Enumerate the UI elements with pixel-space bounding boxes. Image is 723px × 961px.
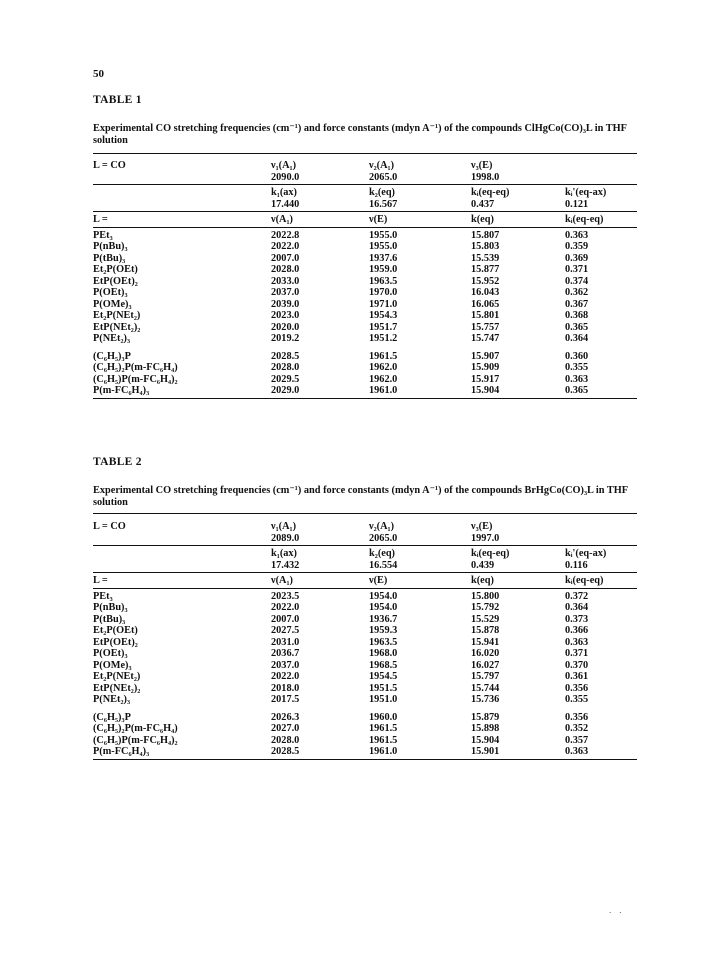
ligand-cell: P(OMe)₃	[93, 298, 132, 310]
table-row	[93, 614, 637, 626]
table-row	[93, 683, 637, 695]
value-cell: 0.366	[565, 625, 589, 636]
value-cell: 15.909	[471, 362, 500, 373]
ligand-cell: Et₂P(OEt)	[93, 264, 138, 275]
co-nu-label: ν₂(A₁)	[369, 160, 395, 171]
value-cell: 0.370	[565, 659, 589, 671]
table-row	[93, 299, 637, 311]
co-k-label: k₁(ax)	[271, 187, 297, 198]
value-cell: 0.360	[565, 350, 589, 362]
ligand-cell: Et₂P(NEt₂)	[93, 671, 141, 682]
co-ligand-label: L = CO	[93, 521, 126, 532]
value-cell: 15.941	[471, 636, 500, 648]
ligand-cell: EtP(OEt)₂	[93, 636, 138, 648]
table-1-caption: Experimental CO stretching frequencies (cm⁻¹) and force constants (mdyn A⁻¹) of the compounds ClHgCo(CO)₃L in THF solution	[93, 123, 627, 146]
value-cell: 15.797	[471, 671, 500, 682]
value-cell: 2039.0	[271, 298, 300, 310]
ligand-cell: P(m-FC₆H₄)₃	[93, 746, 150, 757]
co-k-label: kᵢ(eq-eq)	[471, 548, 510, 559]
co-ligand-label: L = CO	[93, 160, 126, 171]
value-cell: 1970.0	[369, 287, 398, 298]
value-cell: 1951.7	[369, 321, 398, 333]
value-cell: 0.357	[565, 734, 589, 746]
value-cell: 2023.5	[271, 590, 300, 602]
value-cell: 15.879	[471, 711, 500, 723]
table-rule	[93, 211, 637, 212]
table-row	[93, 648, 637, 660]
column-header-row	[93, 214, 637, 226]
value-cell: 1968.0	[369, 648, 398, 659]
value-cell: 2028.5	[271, 350, 300, 362]
value-cell: 0.372	[565, 590, 589, 602]
value-cell: 16.027	[471, 659, 500, 671]
value-cell: 2026.3	[271, 711, 300, 723]
co-nu-value: 2065.0	[369, 171, 398, 183]
ligand-cell: (C₆H₅)P(m-FC₆H₄)₂	[93, 734, 178, 746]
table-row	[93, 287, 637, 299]
table-row	[93, 735, 637, 747]
ligand-cell: EtP(NEt₂)₂	[93, 682, 141, 694]
value-cell: 15.792	[471, 602, 500, 613]
table-row	[93, 723, 637, 735]
value-cell: 0.373	[565, 613, 589, 625]
co-k-value: 0.437	[471, 198, 495, 210]
value-cell: 2037.0	[271, 659, 300, 671]
value-cell: 1962.0	[369, 373, 398, 385]
value-cell: 0.374	[565, 275, 589, 287]
value-cell: 0.367	[565, 298, 589, 310]
value-cell: 15.744	[471, 682, 500, 694]
co-k-value-row	[93, 560, 637, 572]
ligand-cell: (C₆H₅)₂P(m-FC₆H₄)	[93, 362, 178, 373]
value-cell: 0.371	[565, 648, 589, 659]
value-cell: 0.356	[565, 682, 589, 694]
value-cell: 1959.0	[369, 264, 398, 275]
table-rule	[93, 184, 637, 185]
value-cell: 2007.0	[271, 252, 300, 264]
table-row	[93, 637, 637, 649]
co-nu-label: ν₃(E)	[471, 160, 493, 171]
ligand-cell: P(NEt₂)₃	[93, 694, 131, 705]
column-header: ν(A₁)	[271, 575, 293, 586]
ligand-cell: P(NEt₂)₃	[93, 333, 131, 344]
ligand-cell: P(tBu)₃	[93, 613, 126, 625]
table-row	[93, 625, 637, 637]
table-row	[93, 322, 637, 334]
value-cell: 0.352	[565, 723, 589, 734]
value-cell: 15.907	[471, 350, 500, 362]
value-cell: 2022.8	[271, 229, 300, 241]
co-nu-value: 1998.0	[471, 171, 500, 183]
co-k-label: kᵢ'(eq-ax)	[565, 187, 607, 198]
ligand-cell: P(nBu)₃	[93, 602, 128, 613]
value-cell: 0.363	[565, 373, 589, 385]
value-cell: 0.371	[565, 264, 589, 275]
value-cell: 2007.0	[271, 613, 300, 625]
ligand-cell: P(m-FC₆H₄)₃	[93, 385, 150, 396]
value-cell: 16.020	[471, 648, 500, 659]
scan-specks: ..	[609, 905, 630, 915]
table-row	[93, 374, 637, 386]
table-row	[93, 694, 637, 706]
value-cell: 2028.5	[271, 746, 300, 757]
co-nu-label-row	[93, 521, 637, 533]
ligand-cell: PEt₃	[93, 229, 113, 241]
co-k-value: 17.440	[271, 198, 300, 210]
table-row	[93, 591, 637, 603]
value-cell: 1954.3	[369, 310, 398, 321]
value-cell: 0.364	[565, 333, 589, 344]
value-cell: 1936.7	[369, 613, 398, 625]
value-cell: 15.952	[471, 275, 500, 287]
table-rule	[93, 759, 637, 760]
table-row	[93, 602, 637, 614]
value-cell: 1954.0	[369, 590, 398, 602]
value-cell: 0.361	[565, 671, 589, 682]
value-cell: 0.369	[565, 252, 589, 264]
column-header: k(eq)	[471, 214, 494, 225]
table-row	[93, 712, 637, 724]
value-cell: 2022.0	[271, 241, 300, 252]
page-number: 50	[93, 68, 104, 80]
table-row	[93, 385, 637, 397]
column-header: kᵢ(eq-eq)	[565, 575, 604, 586]
table-2	[93, 521, 637, 762]
value-cell: 2023.0	[271, 310, 300, 321]
table-row	[93, 276, 637, 288]
column-header-row	[93, 575, 637, 587]
co-k-label: k₂(eq)	[369, 187, 395, 198]
column-header: ν(A₁)	[271, 214, 293, 225]
value-cell: 2033.0	[271, 275, 300, 287]
co-k-value: 17.432	[271, 559, 300, 571]
ligand-cell: Et₂P(NEt₂)	[93, 310, 141, 321]
value-cell: 0.356	[565, 711, 589, 723]
value-cell: 0.365	[565, 321, 589, 333]
table-row	[93, 333, 637, 345]
value-cell: 15.747	[471, 333, 500, 344]
value-cell: 2018.0	[271, 682, 300, 694]
ligand-cell: (C₆H₅)P(m-FC₆H₄)₂	[93, 373, 178, 385]
value-cell: 15.901	[471, 746, 500, 757]
value-cell: 1961.5	[369, 723, 398, 734]
co-k-value: 0.116	[565, 559, 588, 571]
table-row	[93, 746, 637, 758]
table-row	[93, 264, 637, 276]
table-2-label: TABLE 2	[93, 456, 142, 468]
co-k-label: kᵢ'(eq-ax)	[565, 548, 607, 559]
value-cell: 1951.2	[369, 333, 398, 344]
value-cell: 1954.5	[369, 671, 398, 682]
value-cell: 16.043	[471, 287, 500, 298]
value-cell: 15.807	[471, 229, 500, 241]
co-nu-value: 2090.0	[271, 171, 300, 183]
value-cell: 15.803	[471, 241, 500, 252]
value-cell: 0.365	[565, 385, 589, 396]
co-nu-value: 2065.0	[369, 532, 398, 544]
value-cell: 15.800	[471, 590, 500, 602]
value-cell: 0.368	[565, 310, 589, 321]
table-row	[93, 671, 637, 683]
value-cell: 1968.5	[369, 659, 398, 671]
value-cell: 1961.0	[369, 746, 398, 757]
value-cell: 1963.5	[369, 275, 398, 287]
value-cell: 2029.5	[271, 373, 300, 385]
value-cell: 1951.0	[369, 694, 398, 705]
value-cell: 0.363	[565, 636, 589, 648]
value-cell: 2027.0	[271, 723, 300, 734]
co-nu-value: 1997.0	[471, 532, 500, 544]
ligand-cell: (C₆H₅)₃P	[93, 350, 131, 362]
value-cell: 2020.0	[271, 321, 300, 333]
value-cell: 1959.3	[369, 625, 398, 636]
value-cell: 2036.7	[271, 648, 300, 659]
table-2-top-rule	[93, 513, 637, 514]
table-row	[93, 253, 637, 265]
ligand-cell: P(OMe)₃	[93, 659, 132, 671]
table-row	[93, 660, 637, 672]
value-cell: 1961.5	[369, 734, 398, 746]
co-k-value-row	[93, 199, 637, 211]
value-cell: 1960.0	[369, 711, 398, 723]
co-nu-value-row	[93, 172, 637, 184]
co-nu-label: ν₃(E)	[471, 521, 493, 532]
value-cell: 2022.0	[271, 602, 300, 613]
value-cell: 2029.0	[271, 385, 300, 396]
ligand-cell: PEt₃	[93, 590, 113, 602]
value-cell: 15.877	[471, 264, 500, 275]
co-k-value: 0.439	[471, 559, 495, 571]
table-1-label: TABLE 1	[93, 94, 142, 106]
ligand-cell: P(OEt)₃	[93, 287, 128, 298]
table-row	[93, 351, 637, 363]
value-cell: 0.364	[565, 602, 589, 613]
table-1-top-rule	[93, 153, 637, 154]
value-cell: 15.529	[471, 613, 500, 625]
value-cell: 15.757	[471, 321, 500, 333]
ligand-cell: Et₂P(OEt)	[93, 625, 138, 636]
value-cell: 0.355	[565, 362, 589, 373]
table-rule	[93, 572, 637, 573]
table-2-caption: Experimental CO stretching frequencies (cm⁻¹) and force constants (mdyn A⁻¹) of the compounds BrHgCo(CO)₃L in THF solution	[93, 485, 628, 508]
table-row	[93, 362, 637, 374]
value-cell: 2037.0	[271, 287, 300, 298]
table-rule	[93, 398, 637, 399]
co-nu-label: ν₂(A₁)	[369, 521, 395, 532]
ligand-cell: (C₆H₅)₃P	[93, 711, 131, 723]
value-cell: 1971.0	[369, 298, 398, 310]
co-nu-label-row	[93, 160, 637, 172]
table-row	[93, 310, 637, 322]
co-k-label: k₁(ax)	[271, 548, 297, 559]
value-cell: 0.355	[565, 694, 589, 705]
value-cell: 0.363	[565, 229, 589, 241]
co-k-label-row	[93, 187, 637, 199]
value-cell: 15.904	[471, 734, 500, 746]
value-cell: 2028.0	[271, 264, 300, 275]
value-cell: 2019.2	[271, 333, 300, 344]
value-cell: 2027.5	[271, 625, 300, 636]
table-rule	[93, 588, 637, 589]
value-cell: 1951.5	[369, 682, 398, 694]
column-header: L =	[93, 575, 108, 586]
value-cell: 15.539	[471, 252, 500, 264]
co-nu-value: 2089.0	[271, 532, 300, 544]
table-rule	[93, 545, 637, 546]
value-cell: 0.359	[565, 241, 589, 252]
value-cell: 15.878	[471, 625, 500, 636]
value-cell: 1954.0	[369, 602, 398, 613]
value-cell: 2017.5	[271, 694, 300, 705]
column-header: ν(E)	[369, 575, 388, 586]
ligand-cell: (C₆H₅)₂P(m-FC₆H₄)	[93, 723, 178, 734]
value-cell: 15.736	[471, 694, 500, 705]
co-k-value: 0.121	[565, 198, 589, 210]
value-cell: 1955.0	[369, 229, 398, 241]
co-k-label: k₂(eq)	[369, 548, 395, 559]
table-row	[93, 230, 637, 242]
co-k-label: kᵢ(eq-eq)	[471, 187, 510, 198]
value-cell: 2028.0	[271, 734, 300, 746]
column-header: ν(E)	[369, 214, 388, 225]
co-k-label-row	[93, 548, 637, 560]
co-nu-label: ν₁(A₁)	[271, 521, 297, 532]
ligand-cell: P(OEt)₃	[93, 648, 128, 659]
value-cell: 2028.0	[271, 362, 300, 373]
column-header: kᵢ(eq-eq)	[565, 214, 604, 225]
table-row	[93, 241, 637, 253]
value-cell: 1962.0	[369, 362, 398, 373]
value-cell: 1961.0	[369, 385, 398, 396]
value-cell: 16.065	[471, 298, 500, 310]
value-cell: 1963.5	[369, 636, 398, 648]
co-nu-value-row	[93, 533, 637, 545]
co-nu-label: ν₁(A₁)	[271, 160, 297, 171]
table-1	[93, 160, 637, 401]
value-cell: 2022.0	[271, 671, 300, 682]
value-cell: 2031.0	[271, 636, 300, 648]
value-cell: 15.801	[471, 310, 500, 321]
value-cell: 0.362	[565, 287, 589, 298]
ligand-cell: EtP(OEt)₂	[93, 275, 138, 287]
co-k-value: 16.567	[369, 198, 398, 210]
ligand-cell: P(nBu)₃	[93, 241, 128, 252]
column-header: k(eq)	[471, 575, 494, 586]
value-cell: 0.363	[565, 746, 589, 757]
value-cell: 1955.0	[369, 241, 398, 252]
ligand-cell: EtP(NEt₂)₂	[93, 321, 141, 333]
value-cell: 1937.6	[369, 252, 398, 264]
ligand-cell: P(tBu)₃	[93, 252, 126, 264]
co-k-value: 16.554	[369, 559, 398, 571]
table-rule	[93, 227, 637, 228]
column-header: L =	[93, 214, 108, 225]
value-cell: 15.904	[471, 385, 500, 396]
value-cell: 1961.5	[369, 350, 398, 362]
value-cell: 15.917	[471, 373, 500, 385]
value-cell: 15.898	[471, 723, 500, 734]
